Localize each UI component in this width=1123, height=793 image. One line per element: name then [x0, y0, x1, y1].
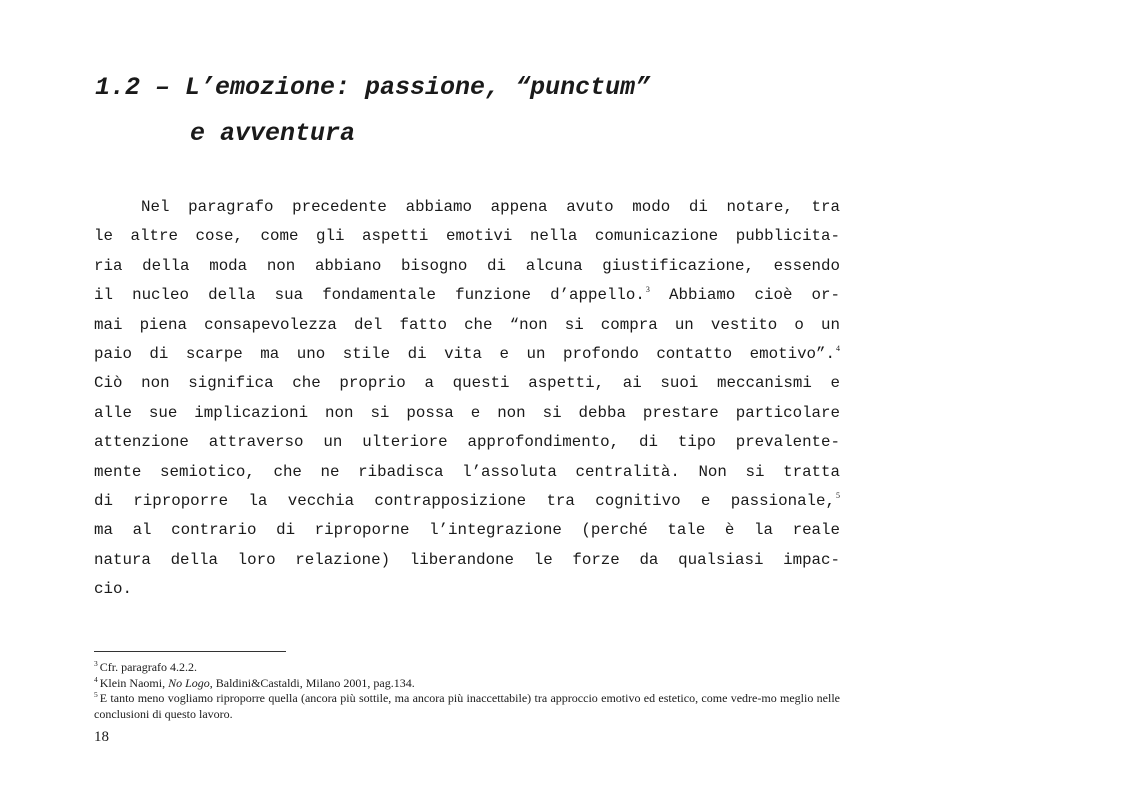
- body-line: Nel paragrafo precedente abbiamo appena avuto modo di notare, tra: [141, 198, 840, 216]
- body-line: ma al contrario di riproporne l’integrazione (perché tale è la reale: [94, 521, 840, 540]
- footnote-book-title: No Logo: [168, 675, 210, 690]
- footnote-3: [94, 660, 840, 676]
- body-line: mente semiotico, che ne ribadisca l’assoluta centralità. Non si tratta: [94, 462, 840, 481]
- footnote-author: Klein Naomi,: [99, 675, 169, 690]
- footnote-number: 4: [94, 674, 98, 684]
- footnote-ref-3: 3: [645, 285, 650, 295]
- footnote-publisher: , Baldini&Castaldi, Milano 2001, pag.134.: [209, 675, 415, 690]
- body-line: attenzione attraverso un ulteriore approfondimento, di tipo prevalente-: [94, 433, 840, 452]
- section-title-line-1: 1.2 – L’emozione: passione, “punctum”: [95, 73, 651, 102]
- footnote-4: [94, 676, 840, 692]
- body-line: mai piena consapevolezza del fatto che “non si compra un vestito o un: [94, 315, 840, 334]
- footnote-5: [94, 691, 840, 722]
- body-line: [94, 340, 840, 369]
- footnotes: [94, 660, 840, 722]
- body-line: cio.: [94, 580, 132, 599]
- body-line: [94, 487, 840, 516]
- page-number: 18: [94, 729, 109, 745]
- footnote-divider: [94, 651, 286, 652]
- footnote-number: 5: [94, 690, 98, 699]
- body-line-segment: di riproporre la vecchia contrapposizione tra cognitivo e passionale,: [94, 491, 835, 510]
- footnote-text: E tanto meno vogliamo riproporre quella (ancora più sottile, ma ancora più inaccettabile) tra approccio emotivo ed estetico, come vedre-mo meglio nelle conclusioni di questo lavoro.: [94, 691, 840, 721]
- body-line: ria della moda non abbiano bisogno di alcuna giustificazione, essendo: [94, 256, 840, 275]
- footnote-ref-5: 5: [836, 490, 840, 500]
- body-line: [94, 281, 840, 310]
- body-line-segment: paio di scarpe ma uno stile di vita e un profondo contatto emotivo”.: [94, 344, 835, 363]
- body-line: alle sue implicazioni non si possa e non si debba prestare particolare: [94, 403, 840, 422]
- footnote-text: Cfr. paragrafo 4.2.2.: [99, 660, 198, 674]
- body-line-segment: il nucleo della sua fondamentale funzione d’appello.: [94, 286, 645, 305]
- body-line-segment: Abbiamo cioè or-: [669, 286, 840, 305]
- body-paragraph: [94, 193, 840, 604]
- body-line: le altre cose, come gli aspetti emotivi nella comunicazione pubblicita-: [94, 227, 840, 246]
- section-title-line-2: e avventura: [190, 119, 356, 148]
- body-line: natura della loro relazione) liberandone le forze da qualsiasi impac-: [94, 550, 840, 569]
- footnote-number: 3: [94, 659, 98, 668]
- footnote-ref-4: 4: [836, 343, 840, 353]
- body-line: Ciò non significa che proprio a questi aspetti, ai suoi meccanismi e: [94, 374, 840, 393]
